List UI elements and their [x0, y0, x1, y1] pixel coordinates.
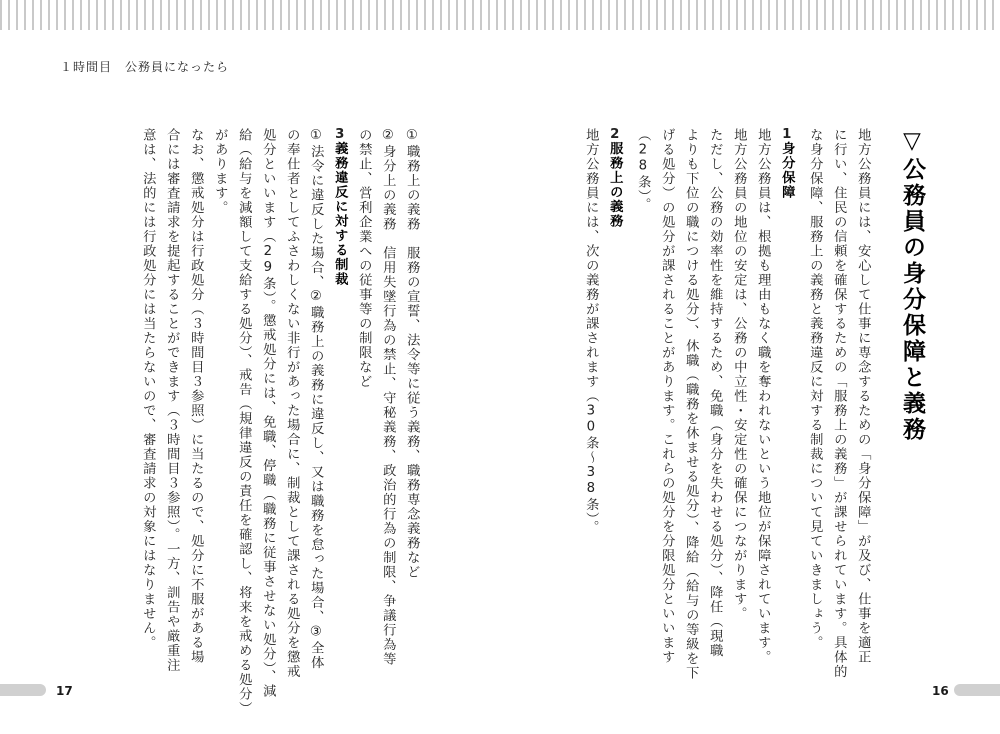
text-column: 地方公務員の地位の安定は、公務の中立性・安定性の確保につながります。 — [731, 128, 747, 621]
text-column: 給（給与を減額して支給する処分）、戒告（規律違反の責任を確認し、将来を戒める処分） — [236, 128, 252, 716]
text-column: の奉仕者としてふさわしくない非行があった場合に、制裁として課される処分を懲戒 — [284, 128, 300, 679]
text-column: 地方公務員には、安心して仕事に専念するための「身分保障」が及び、仕事を適正 — [855, 128, 871, 665]
text-column: 地方公務員は、根拠も理由もなく職を奪われないという地位が保障されています。 — [755, 128, 771, 665]
left-page-number: 17 — [56, 684, 73, 698]
text-column: の禁止、営利企業への従事等の制限など — [356, 128, 372, 389]
text-column: に行い、住民の信頼を確保するための「服務上の義務」が課せられています。具体的 — [831, 128, 847, 679]
text-column: なお、懲戒処分は行政処分（３時間目３参照）に当たるので、処分に不服がある場 — [188, 128, 204, 665]
subheading-1: 1身分保障 — [779, 128, 795, 200]
left-footer-bar — [0, 684, 46, 696]
subheading-3: 3義務違反に対する制裁 — [332, 128, 348, 287]
subheading-2: 2服務上の義務 — [607, 128, 623, 229]
text-column: ①職務上の義務 服務の宣誓、法令等に従う義務、職務専念義務など — [404, 128, 420, 580]
text-column: げる処分）の処分が課されることがあります。これらの処分を分限処分といいます — [659, 128, 675, 665]
top-decorative-stripes — [0, 0, 1000, 30]
text-column: 処分といいます（29条）。懲戒処分には、免職、停職（職務に従事させない処分）、減 — [260, 128, 276, 699]
text-column: ①法令に違反した場合、②職務上の義務に違反し、又は職務を怠った場合、③全体 — [308, 128, 324, 670]
right-page-number: 16 — [932, 684, 949, 698]
running-header: １時間目 公務員になったら — [60, 60, 230, 74]
text-column: 合には審査請求を提起することができます（３時間目３参照）。一方、訓告や厳重注 — [164, 128, 180, 673]
text-column: よりも下位の職につける処分）、休職（職務を休ませる処分）、降給（給与の等級を下 — [683, 128, 699, 681]
text-column: な身分保障、服務上の義務と義務違反に対する制裁について見ていきましょう。 — [807, 128, 823, 650]
text-column: があります。 — [212, 128, 228, 215]
text-column: ②身分上の義務 信用失墜行為の禁止、守秘義務、政治的行為の制限、争議行為等 — [380, 128, 396, 667]
right-footer-bar — [954, 684, 1000, 696]
text-column: 意は、法的には行政処分には当たらないので、審査請求の対象にはなりません。 — [140, 128, 156, 650]
section-title: ▽公務員の身分保障と義務 — [899, 128, 925, 443]
text-column: ただし、公務の効率性を維持するため、免職（身分を失わせる処分）、降任（現職 — [707, 128, 723, 658]
text-column: 地方公務員には、次の義務が課されます（30条〜38条）。 — [583, 128, 599, 535]
text-column: （28条）。 — [635, 128, 651, 212]
